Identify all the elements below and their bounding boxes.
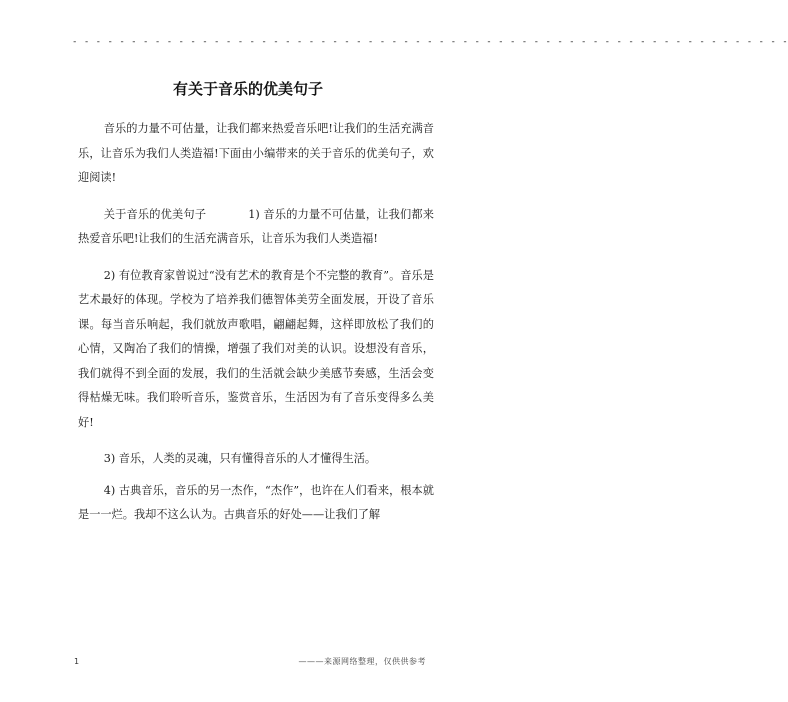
item-1-text: 1) 音乐的力量不可估量，让我们都来热爱音乐吧!让我们的生活充满音乐，让音乐为我们人类造福!	[78, 207, 434, 245]
header-dashed-rule: - - - - - - - - - - - - - - - - - - - - - - - - - - - - - - - - - - - - - - - - - - - - - - - - - - - - - - - - - - - - -	[72, 37, 788, 47]
paragraph-intro: 音乐的力量不可估量，让我们都来热爱音乐吧!让我们的生活充满音乐，让音乐为我们人类造福!下面由小编带来的关于音乐的优美句子，欢迎阅读!	[78, 122, 434, 184]
paragraph-item-1	[78, 203, 434, 252]
document-body	[78, 117, 434, 540]
paragraph-item-2: 2) 有位教育家曾说过“没有艺术的教育是个不完整的教育”。音乐是艺术最好的体现。学校为了培养我们德智体美劳全面发展，开设了音乐课。每当音乐响起，我们就放声歌唱，翩翩起舞，这样即放松了我们的心情，又陶冶了我们的情操，增强了我们对美的认识。设想没有音乐，我们就得不到全面的发展，我们的生活就会缺少美感节奏感，生活会变得枯燥无味。我们聆听音乐，鉴赏音乐，生活因为有了音乐变得多么美好!	[78, 268, 434, 429]
footer-source-note: ———来源网络整理，仅供供参考	[298, 657, 426, 666]
page-title: 有关于音乐的优美句子	[172, 80, 323, 98]
paragraph-item-4: 4) 古典音乐，音乐的另一杰作，“杰作”，也许在人们看来，根本就是一一烂。我却不这么认为。古典音乐的好处——让我们了解	[78, 483, 434, 521]
paragraph-item-3: 3) 音乐，人类的灵魂，只有懂得音乐的人才懂得生活。	[103, 452, 377, 465]
section-heading: 关于音乐的优美句子	[103, 207, 207, 221]
page-number: 1	[74, 657, 80, 666]
